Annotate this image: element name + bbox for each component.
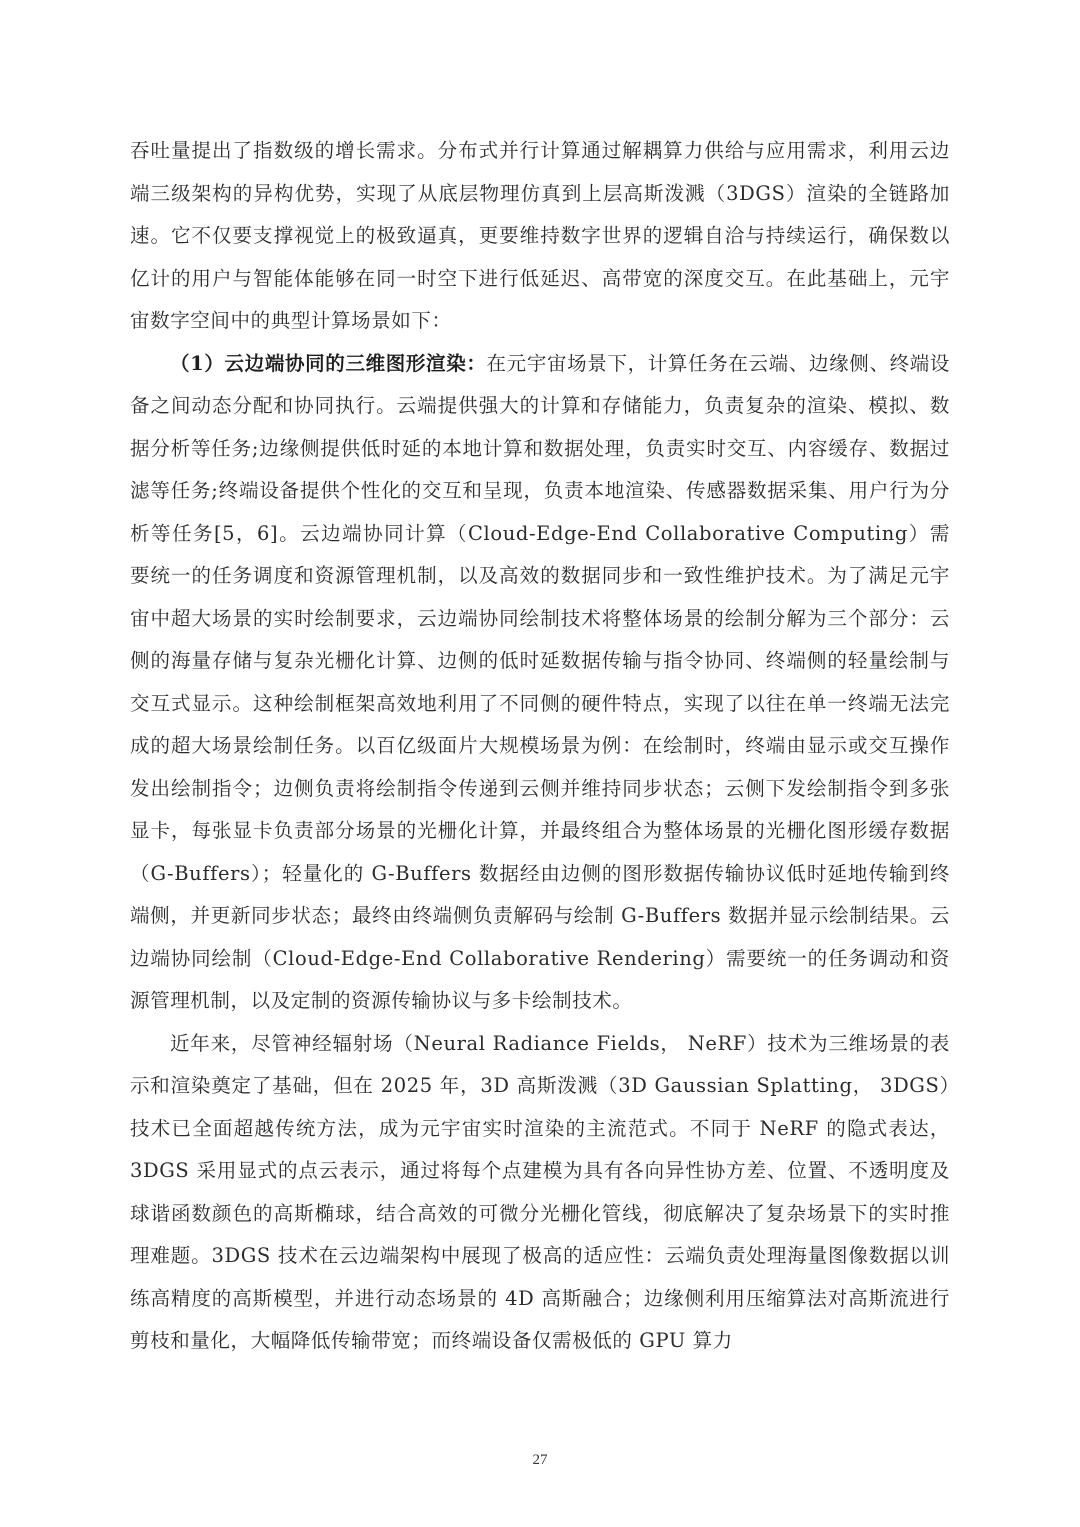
paragraph-text: 吞吐量提出了指数级的增长需求。分布式并行计算通过解耦算力供给与应用需求，利用云边端三级架构的异构优势，实现了从底层物理仿真到上层高斯泼溅（3DGS）渲染的全链路加速。它不仅要支撑视觉上的极致逼真，更要维持数字世界的逻辑自洽与持续运行，确保数以亿计的用户与智能体能够在同一时空下进行低延迟、高带宽的深度交互。在此基础上，元宇宙数字空间中的典型计算场景如下： (130, 139, 950, 332)
paragraph-text: 近年来，尽管神经辐射场（Neural Radiance Fields， NeRF）技术为三维场景的表示和渲染奠定了基础，但在 2025 年，3D 高斯泼溅（3D Gaussian Splatting， 3DGS）技术已全面超越传统方法，成为元宇宙实时渲染的主流范式。不同于 NeRF 的隐式表达，3DGS 采用显式的点云表示，通过将每个点建模为具有各向异性协方差、位置、不透明度及球谐函数颜色的高斯椭球，结合高效的可微分光栅化管线，彻底解决了复杂场景下的实时推理难题。3DGS 技术在云边端架构中展现了极高的适应性：云端负责处理海量图像数据以训练高精度的高斯模型，并进行动态场景的 4D 高斯融合；边缘侧利用压缩算法对高斯流进行剪枝和量化，大幅降低传输带宽；而终端设备仅需极低的 GPU 算力 (130, 1031, 950, 1352)
body-text (130, 130, 950, 1363)
page-number: 27 (532, 1452, 548, 1468)
paragraph-3dgs (130, 1023, 950, 1363)
paragraph-heading: （1）云边端协同的三维图形渲染： (170, 351, 487, 375)
paragraph-text: 在元宇宙场景下，计算任务在云端、边缘侧、终端设备之间动态分配和协同执行。云端提供强大的计算和存储能力，负责复杂的渲染、模拟、数据分析等任务;边缘侧提供低时延的本地计算和数据处理，负责实时交互、内容缓存、数据过滤等任务;终端设备提供个性化的交互和呈现，负责本地渲染、传感器数据采集、用户行为分析等任务[5，6]。云边端协同计算（Cloud-Edge-End Collaborative Computing）需要统一的任务调度和资源管理机制，以及高效的数据同步和一致性维护技术。为了满足元宇宙中超大场景的实时绘制要求，云边端协同绘制技术将整体场景的绘制分解为三个部分：云侧的海量存储与复杂光栅化计算、边侧的低时延数据传输与指令协同、终端侧的轻量绘制与交互式显示。这种绘制框架高效地利用了不同侧的硬件特点，实现了以往在单一终端无法完成的超大场景绘制任务。以百亿级面片大规模场景为例：在绘制时，终端由显示或交互操作发出绘制指令；边侧负责将绘制指令传递到云侧并维持同步状态；云侧下发绘制指令到多张显卡，每张显卡负责部分场景的光栅化计算，并最终组合为整体场景的光栅化图形缓存数据（G-Buffers）；轻量化的 G-Buffers 数据经由边侧的图形数据传输协议低时延地传输到终端侧，并更新同步状态；最终由终端侧负责解码与绘制 G-Buffers 数据并显示绘制结果。云边端协同绘制（Cloud-Edge-End Collaborative Rendering）需要统一的任务调动和资源管理机制，以及定制的资源传输协议与多卡绘制技术。 (130, 351, 950, 1012)
paragraph-cloud-edge-end-rendering (130, 343, 950, 1023)
paragraph-continued (130, 130, 950, 343)
